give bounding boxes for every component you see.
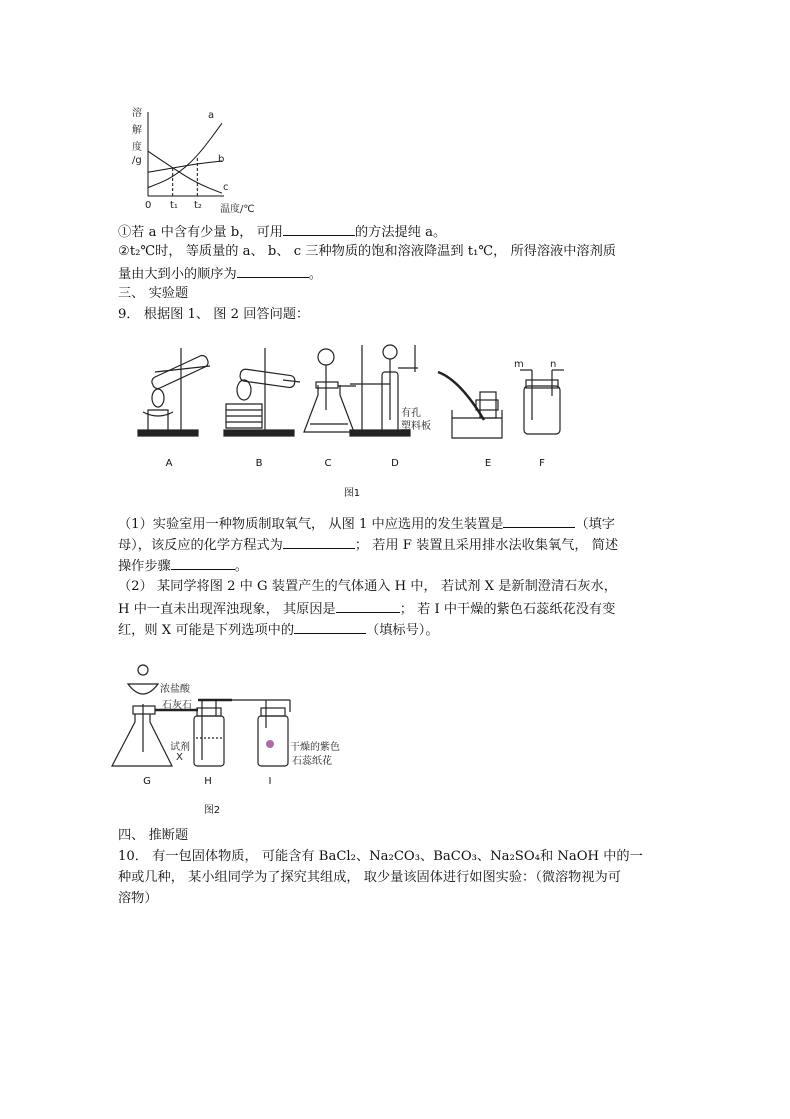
q9-part1-line3-prefix: 操作步骤 xyxy=(118,559,171,574)
q9-part2-line3-suffix: （填标号）。 xyxy=(366,623,439,638)
q9-part1-line2-mid: ； 若用 F 装置且采用排水法收集氧气， 简述 xyxy=(354,538,619,553)
q8-part1-suffix: 的方法提纯 a。 xyxy=(354,225,447,240)
litmus-flower-icon xyxy=(266,740,274,748)
q9-stem: 9． 根据图 1、 图 2 回答问题： xyxy=(118,307,310,322)
fig1-label-e: E xyxy=(484,458,492,469)
q8-part1-prefix: ①若 a 中含有少量 b， 可用 xyxy=(118,225,283,240)
d-label-line1: 有孔 xyxy=(401,408,421,419)
fig2-label-flower-2: 石蕊纸花 xyxy=(292,756,332,767)
fig1-label-d: D xyxy=(391,458,399,469)
fig1-label-f: F xyxy=(539,458,545,469)
fig2-label-x: X xyxy=(176,752,183,763)
apparatus-h xyxy=(194,700,232,766)
curve-label-b: b xyxy=(218,154,225,165)
fig2-caption: 图2 xyxy=(203,805,221,816)
fig2-label-i: I xyxy=(268,776,272,787)
x-tick-t2: t₂ xyxy=(194,200,202,211)
fig2-label-limestone: 石灰石 xyxy=(162,700,192,711)
apparatus-i xyxy=(232,700,290,766)
y-axis-label-1: 溶 xyxy=(132,108,142,119)
q9-part1-line3-suffix: 。 xyxy=(234,559,248,574)
fig1-caption: 图1 xyxy=(343,488,361,499)
fig1-label-c: C xyxy=(324,458,332,469)
x-tick-0: 0 xyxy=(145,200,152,211)
q8-part2-suffix: 。 xyxy=(308,267,322,282)
y-axis-label-3: 度 xyxy=(132,142,142,153)
q9-part1-line1-prefix: （1）实验室用一种物质制取氧气， 从图 1 中应选用的发生装置是 xyxy=(118,517,504,532)
y-axis-label-4: /g xyxy=(132,155,142,166)
f-label-n: n xyxy=(550,359,557,370)
q9-part2-line3-prefix: 红，则 X 可能是下列选项中的 xyxy=(118,623,295,638)
q10-line3: 溶物） xyxy=(118,891,158,906)
fig2-label-acid: 浓盐酸 xyxy=(160,684,190,695)
section4-heading: 四、 推断题 xyxy=(118,828,189,843)
fig1-label-b: B xyxy=(255,458,263,469)
q8-part2-line1: ②t₂℃时， 等质量的 a、 b、 c 三种物质的饱和溶液降温到 t₁℃， 所得溶液中溶剂质 xyxy=(118,244,616,259)
q9-part2-line2-suffix: ； 若 I 中干燥的紫色石蕊纸花没有变 xyxy=(399,602,616,617)
y-axis-label-2: 解 xyxy=(132,125,142,136)
fig2-label-reagent: 试剂 xyxy=(170,742,190,753)
q8-part2-prefix: 量由大到小的顺序为 xyxy=(118,267,237,282)
q10-line2: 种或几种， 某小组同学为了探究其组成， 取少量该固体进行如图实验：（微溶物视为可 xyxy=(118,870,621,885)
fig1-label-a: A xyxy=(165,458,173,469)
q9-part2-line2-prefix: H 中一直未出现浑浊现象， 其原因是 xyxy=(118,602,336,617)
curve-label-a: a xyxy=(208,110,215,121)
q10-line1: 10． 有一包固体物质， 可能含有 BaCl₂、Na₂CO₃、BaCO₃、Na₂SO₄和 NaOH 中的一 xyxy=(118,849,643,864)
q9-part1-line1-suffix: （填字 xyxy=(575,517,615,532)
curve-label-c: c xyxy=(223,182,229,193)
d-label-line2: 塑料板 xyxy=(401,421,431,432)
fig2-label-flower-1: 干燥的紫色 xyxy=(290,742,340,753)
section3-heading: 三、 实验题 xyxy=(118,286,189,301)
x-axis-label: 温度/℃ xyxy=(220,204,255,215)
fig2-label-g: G xyxy=(143,776,151,787)
fig2-label-h: H xyxy=(204,776,212,787)
f-label-m: m xyxy=(514,359,524,370)
q9-part2-line1: （2） 某同学将图 2 中 G 装置产生的气体通入 H 中， 若试剂 X 是新制澄清石灰水， xyxy=(118,579,617,594)
x-tick-t1: t₁ xyxy=(170,200,178,211)
q9-part1-line2-prefix: 母），该反应的化学方程式为 xyxy=(118,538,283,553)
